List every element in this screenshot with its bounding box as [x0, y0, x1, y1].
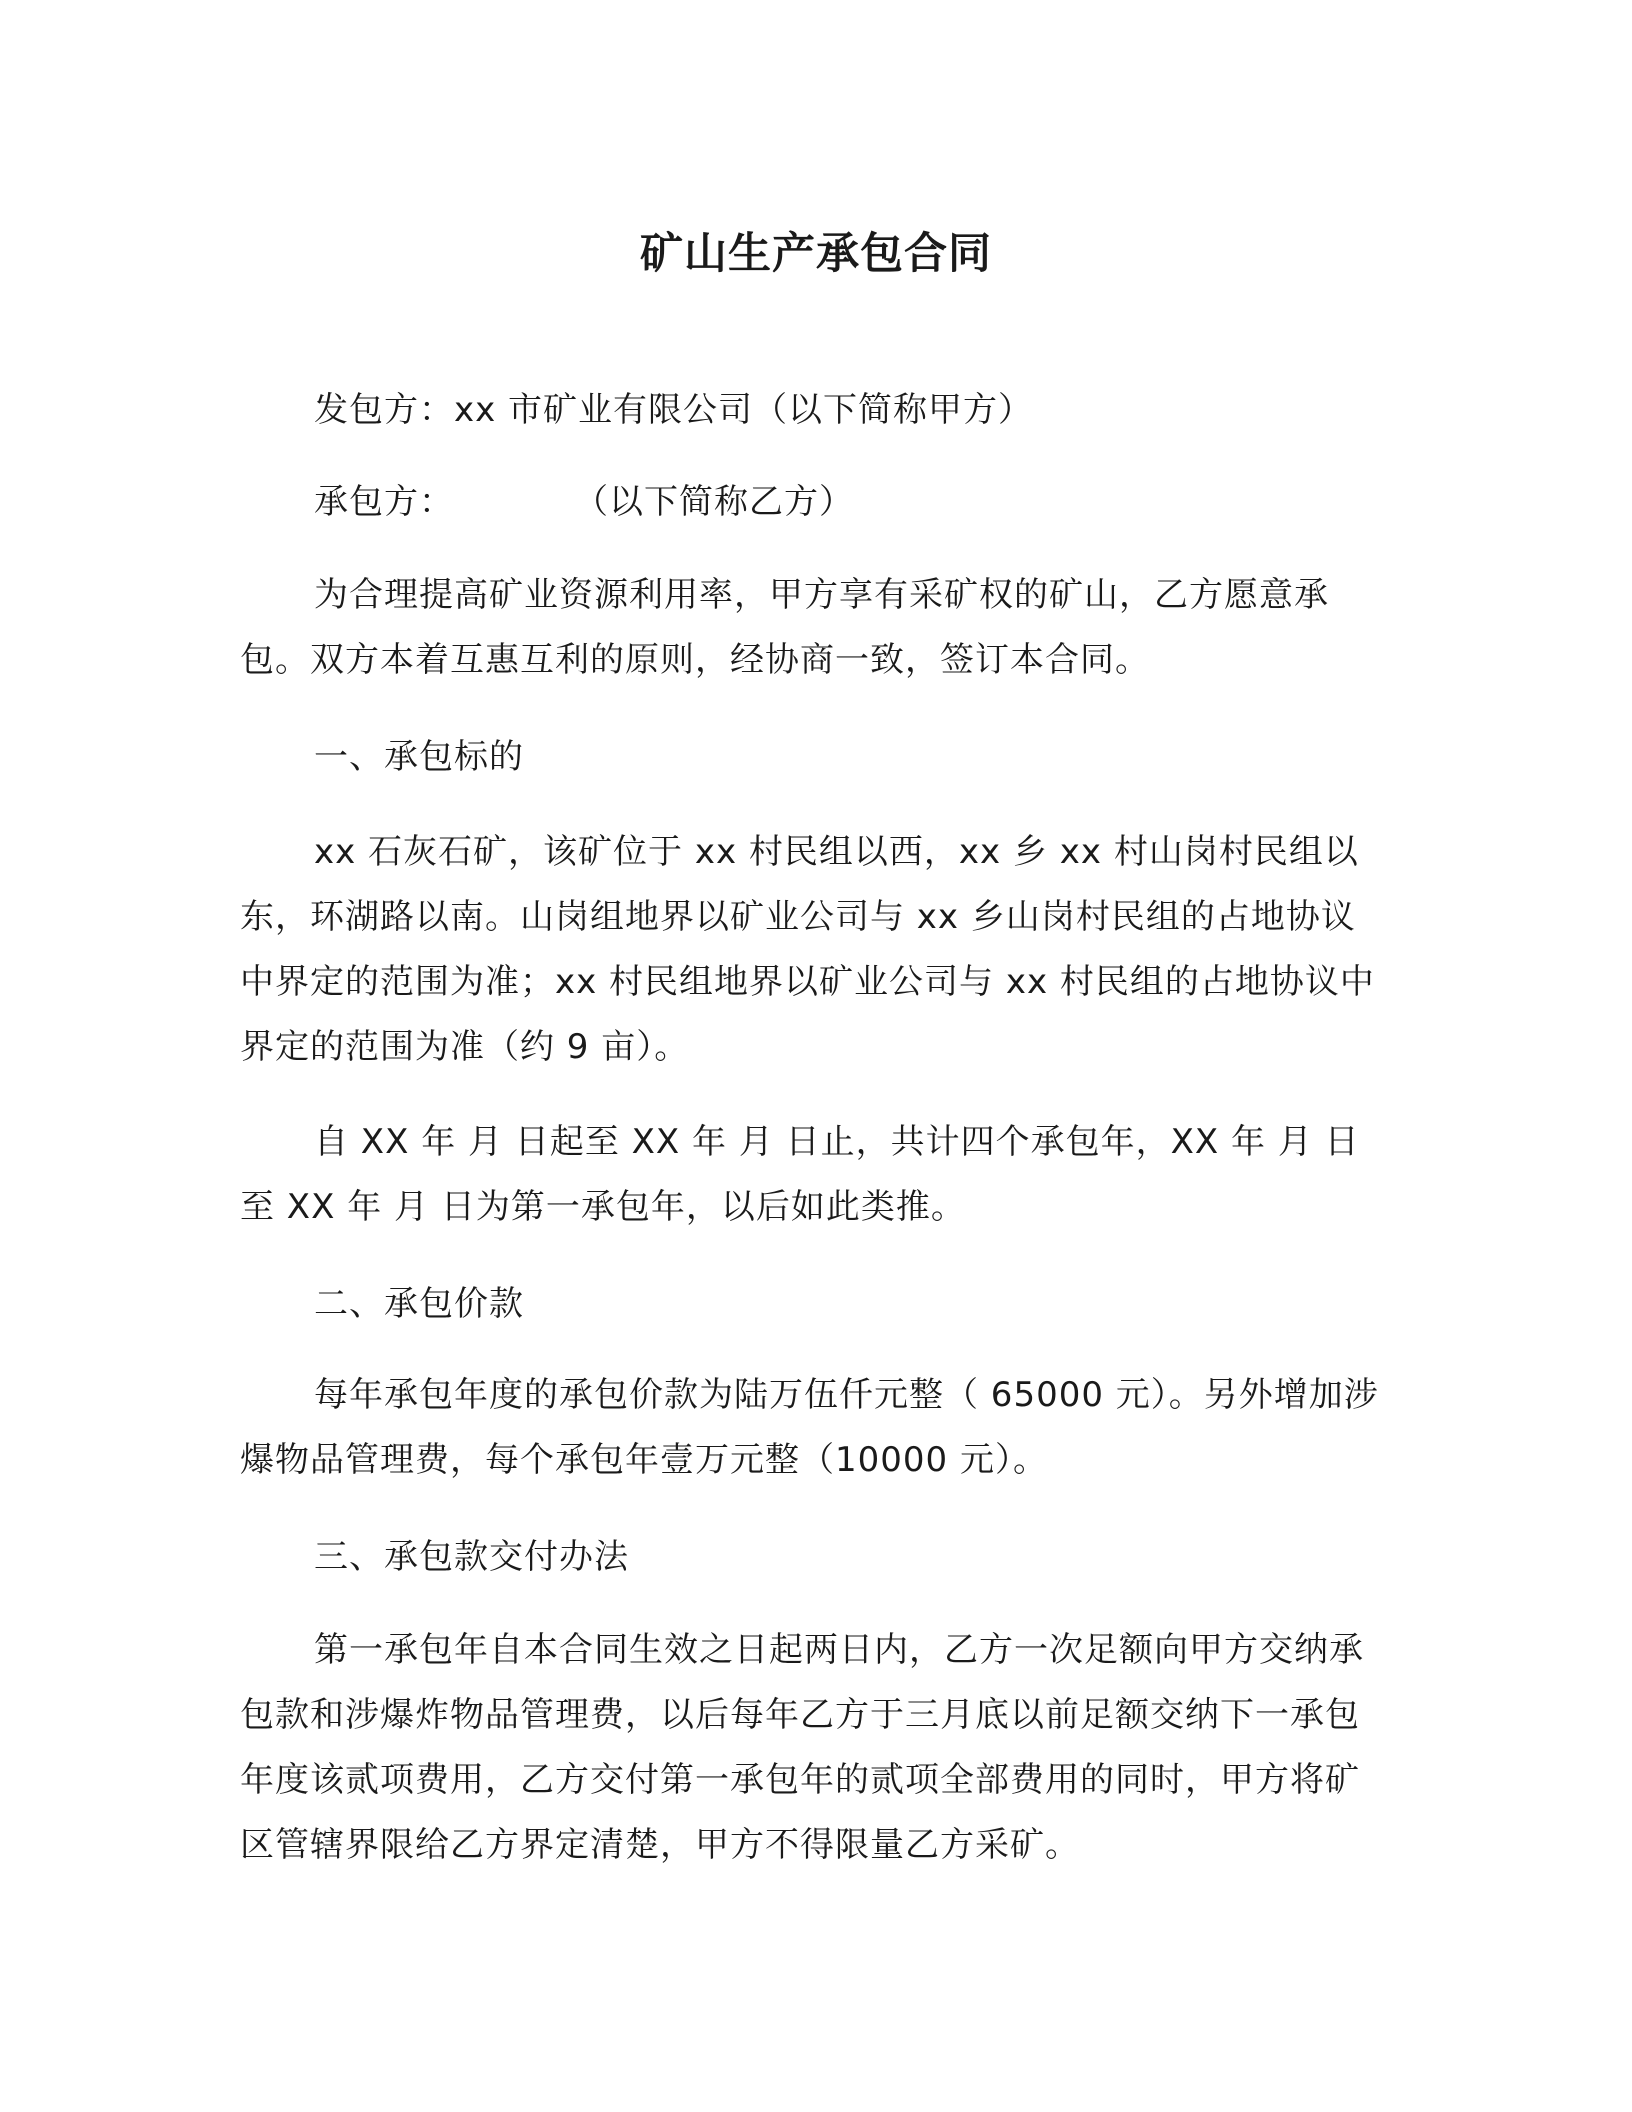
party-b-label: 承包方： [314, 482, 454, 522]
section-3-heading: 三、承包款交付办法 [314, 1537, 629, 1577]
section-1-paragraph-2: 自 XX 年 月 日起至 XX 年 月 日止，共计四个承包年，XX 年 月 日至 XX 年 月 日为第一承包年，以后如此类推。 [240, 1122, 1360, 1227]
party-b-line [240, 470, 1390, 535]
party-b-value: （以下简称乙方） [574, 482, 854, 522]
section-1-heading: 一、承包标的 [314, 737, 524, 777]
party-a-value: xx 市矿业有限公司（以下简称甲方） [454, 390, 1034, 430]
preamble-paragraph: 为合理提高矿业资源利用率，甲方享有采矿权的矿山，乙方愿意承包。双方本着互惠互利的原则，经协商一致，签订本合同。 [240, 575, 1329, 680]
section-1-paragraph-1: xx 石灰石矿，该矿位于 xx 村民组以西，xx 乡 xx 村山岗村民组以东，环湖路以南。山岗组地界以矿业公司与 xx 乡山岗村民组的占地协议中界定的范围为准；xx 村民组地界以矿业公司与 xx 村民组的占地协议中界定的范围为准（约 9 亩）。 [240, 832, 1375, 1067]
section-3-paragraph: 第一承包年自本合同生效之日起两日内，乙方一次足额向甲方交纳承包款和涉爆炸物品管理费，以后每年乙方于三月底以前足额交纳下一承包年度该贰项费用，乙方交付第一承包年的贰项全部费用的同时，甲方将矿区管辖界限给乙方界定清楚，甲方不得限量乙方采矿。 [240, 1630, 1364, 1865]
section-2-heading: 二、承包价款 [314, 1284, 524, 1324]
document-title: 矿山生产承包合同 [640, 229, 992, 279]
party-a-label: 发包方： [314, 390, 454, 430]
party-a-line [240, 378, 1390, 443]
section-2-paragraph: 每年承包年度的承包价款为陆万伍仟元整（ 65000 元）。另外增加涉爆物品管理费，每个承包年壹万元整（10000 元）。 [240, 1375, 1379, 1480]
